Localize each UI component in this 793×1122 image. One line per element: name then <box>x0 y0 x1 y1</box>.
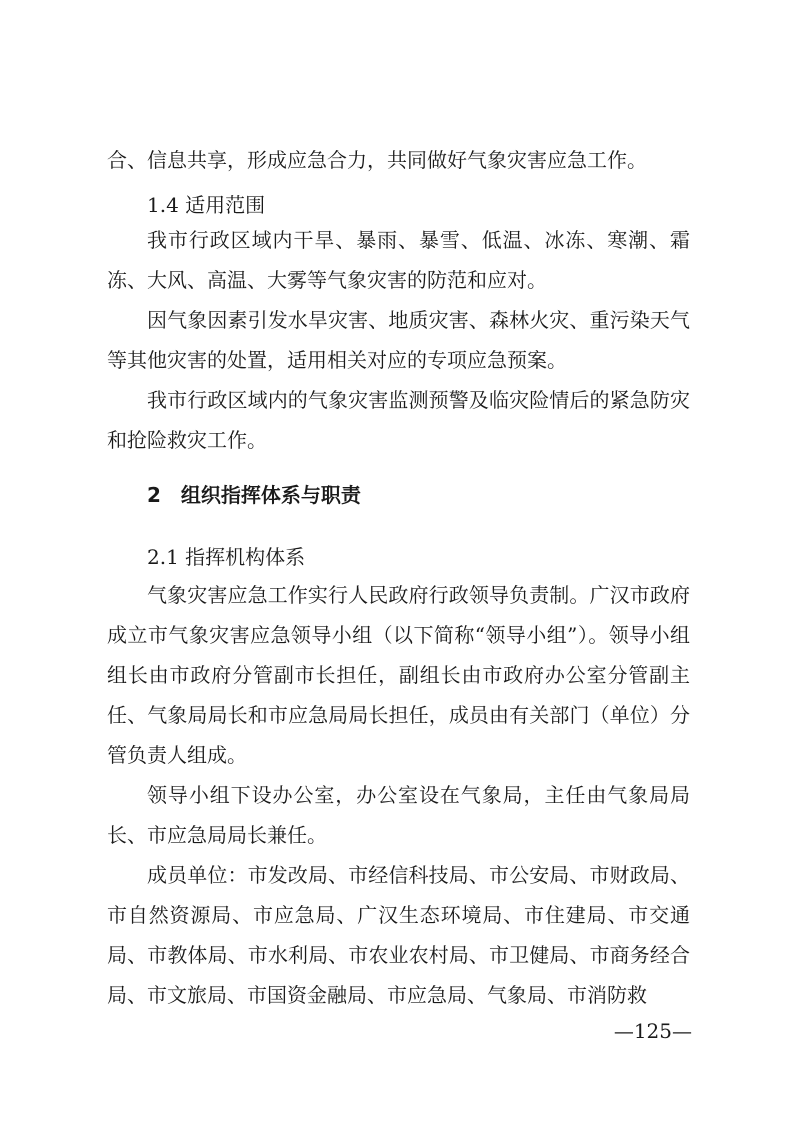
paragraph-command-structure: 气象灾害应急工作实行人民政府行政领导负责制。广汉市政府成立市气象灾害应急领导小组（以下简称“领导小组”）。领导小组组长由市政府分管副市长担任，副组长由市政府办公室分管副主任、气象局局长和市应急局局长担任，成员由有关部门（单位）分管负责人组成。 <box>107 583 690 767</box>
paragraph-scope-disasters: 我市行政区域内干旱、暴雨、暴雪、低温、冰冻、寒潮、霜冻、大风、高温、大雾等气象灾害的防范和应对。 <box>107 228 690 292</box>
paragraph-office: 领导小组下设办公室，办公室设在气象局，主任由气象局局长、市应急局局长兼任。 <box>107 783 690 847</box>
section-heading-2: 2 组织指挥体系与职责 <box>147 483 361 507</box>
paragraph-continuation: 合、信息共享，形成应急合力，共同做好气象灾害应急工作。 <box>107 148 647 172</box>
paragraph-scope-monitoring: 我市行政区域内的气象灾害监测预警及临灾险情后的紧急防灾和抢险救灾工作。 <box>107 388 690 452</box>
section-heading-1-4: 1.4 适用范围 <box>147 193 266 217</box>
page-number: —125— <box>613 1019 692 1043</box>
paragraph-member-units: 成员单位：市发改局、市经信科技局、市公安局、市财政局、市自然资源局、市应急局、广汉生态环境局、市住建局、市交通局、市教体局、市水利局、市农业农村局、市卫健局、市商务经合局、市文旅局、市国资金融局、市应急局、气象局、市消防救 <box>107 863 690 1007</box>
paragraph-scope-related: 因气象因素引发水旱灾害、地质灾害、森林火灾、重污染天气等其他灾害的处置，适用相关对应的专项应急预案。 <box>107 308 690 372</box>
section-heading-2-1: 2.1 指挥机构体系 <box>147 545 306 569</box>
